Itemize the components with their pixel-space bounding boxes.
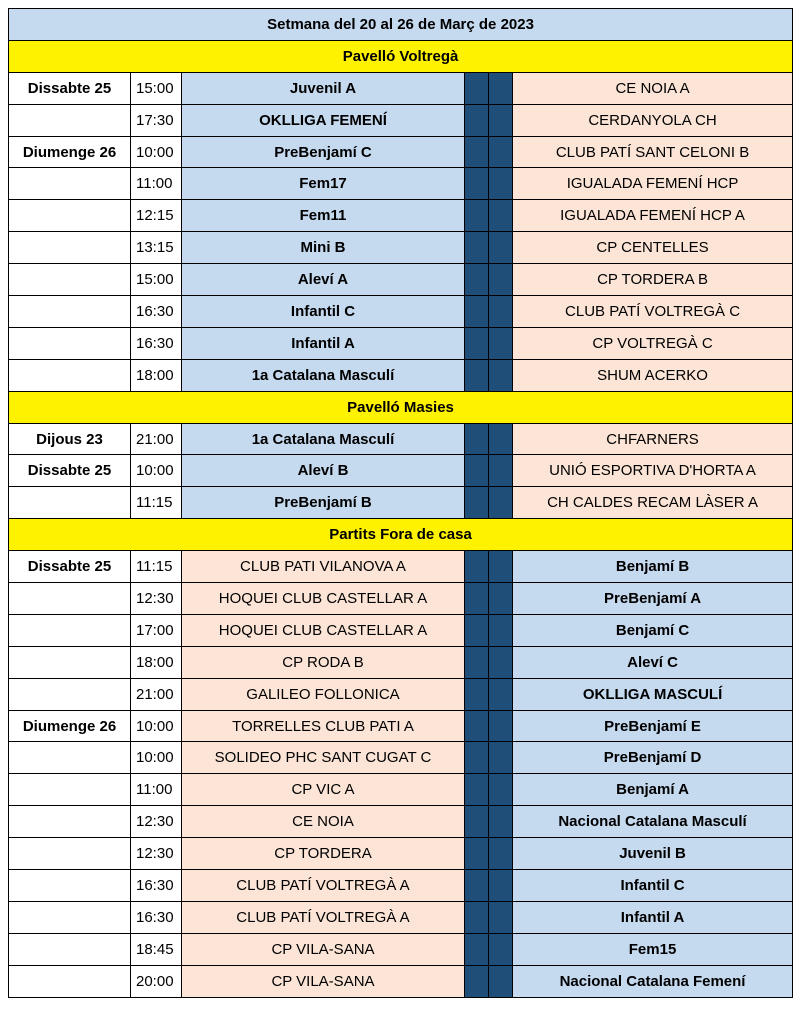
separator-cell [465, 646, 489, 678]
separator-cell [489, 710, 513, 742]
separator-cell [465, 487, 489, 519]
match-row [9, 168, 793, 200]
match-day: Dissabte 25 [9, 455, 131, 487]
separator-cell [489, 838, 513, 870]
home-team: HOQUEI CLUB CASTELLAR A [182, 583, 465, 615]
home-team: Infantil A [182, 327, 465, 359]
match-time: 11:00 [131, 168, 182, 200]
match-day [9, 168, 131, 200]
match-row [9, 200, 793, 232]
away-team: Nacional Catalana Masculí [513, 806, 793, 838]
away-team: CLUB PATÍ VOLTREGÀ C [513, 296, 793, 328]
away-team: Infantil A [513, 901, 793, 933]
separator-cell [489, 455, 513, 487]
match-time: 10:00 [131, 710, 182, 742]
match-time: 17:00 [131, 614, 182, 646]
separator-cell [465, 455, 489, 487]
away-team: CP CENTELLES [513, 232, 793, 264]
match-day [9, 806, 131, 838]
separator-cell [489, 327, 513, 359]
home-team: OKLLIGA FEMENÍ [182, 104, 465, 136]
home-team: TORRELLES CLUB PATI A [182, 710, 465, 742]
away-team: IGUALADA FEMENÍ HCP A [513, 200, 793, 232]
match-time: 11:00 [131, 774, 182, 806]
match-row [9, 838, 793, 870]
separator-cell [465, 168, 489, 200]
match-day [9, 264, 131, 296]
separator-cell [465, 72, 489, 104]
match-row [9, 136, 793, 168]
home-team: CLUB PATÍ VOLTREGÀ A [182, 901, 465, 933]
separator-cell [465, 710, 489, 742]
match-row [9, 583, 793, 615]
match-row [9, 933, 793, 965]
home-team: 1a Catalana Masculí [182, 359, 465, 391]
match-time: 11:15 [131, 551, 182, 583]
match-time: 11:15 [131, 487, 182, 519]
home-team: Fem17 [182, 168, 465, 200]
match-day: Dissabte 25 [9, 72, 131, 104]
match-day [9, 583, 131, 615]
match-day [9, 933, 131, 965]
separator-cell [489, 232, 513, 264]
match-day [9, 742, 131, 774]
match-time: 16:30 [131, 327, 182, 359]
separator-cell [465, 232, 489, 264]
match-row [9, 551, 793, 583]
home-team: CP VILA-SANA [182, 933, 465, 965]
page-title: Setmana del 20 al 26 de Març de 2023 [9, 9, 793, 41]
separator-cell [489, 72, 513, 104]
match-day [9, 774, 131, 806]
match-row [9, 72, 793, 104]
match-row [9, 423, 793, 455]
match-day [9, 870, 131, 902]
home-team: Fem11 [182, 200, 465, 232]
away-team: CP VOLTREGÀ C [513, 327, 793, 359]
match-day [9, 104, 131, 136]
separator-cell [489, 678, 513, 710]
match-row [9, 455, 793, 487]
match-row [9, 614, 793, 646]
away-team: UNIÓ ESPORTIVA D'HORTA A [513, 455, 793, 487]
match-day: Dissabte 25 [9, 551, 131, 583]
match-day [9, 965, 131, 997]
match-day [9, 646, 131, 678]
away-team: Benjamí C [513, 614, 793, 646]
separator-cell [489, 200, 513, 232]
match-time: 10:00 [131, 742, 182, 774]
away-team: CLUB PATÍ SANT CELONI B [513, 136, 793, 168]
separator-cell [465, 136, 489, 168]
match-time: 18:00 [131, 359, 182, 391]
match-day [9, 678, 131, 710]
separator-cell [489, 870, 513, 902]
separator-cell [465, 296, 489, 328]
home-team: HOQUEI CLUB CASTELLAR A [182, 614, 465, 646]
home-team: PreBenjamí C [182, 136, 465, 168]
away-team: Nacional Catalana Femení [513, 965, 793, 997]
match-day [9, 614, 131, 646]
home-team: CP VILA-SANA [182, 965, 465, 997]
separator-cell [465, 901, 489, 933]
match-time: 21:00 [131, 423, 182, 455]
separator-cell [489, 423, 513, 455]
home-team: CP RODA B [182, 646, 465, 678]
separator-cell [465, 327, 489, 359]
match-day [9, 838, 131, 870]
separator-cell [465, 933, 489, 965]
section-title: Partits Fora de casa [9, 519, 793, 551]
match-time: 16:30 [131, 296, 182, 328]
separator-cell [489, 487, 513, 519]
section-title: Pavelló Voltregà [9, 40, 793, 72]
away-team: SHUM ACERKO [513, 359, 793, 391]
separator-cell [489, 901, 513, 933]
separator-cell [465, 359, 489, 391]
away-team: CE NOIA A [513, 72, 793, 104]
match-time: 20:00 [131, 965, 182, 997]
match-time: 18:45 [131, 933, 182, 965]
match-time: 12:30 [131, 583, 182, 615]
home-team: CP VIC A [182, 774, 465, 806]
separator-cell [489, 742, 513, 774]
away-team: Infantil C [513, 870, 793, 902]
section-header-row [9, 519, 793, 551]
match-time: 13:15 [131, 232, 182, 264]
home-team: PreBenjamí B [182, 487, 465, 519]
away-team: PreBenjamí E [513, 710, 793, 742]
separator-cell [465, 264, 489, 296]
separator-cell [489, 168, 513, 200]
match-day: Dijous 23 [9, 423, 131, 455]
away-team: CHFARNERS [513, 423, 793, 455]
match-day [9, 901, 131, 933]
home-team: Infantil C [182, 296, 465, 328]
match-row [9, 487, 793, 519]
away-team: CP TORDERA B [513, 264, 793, 296]
separator-cell [465, 551, 489, 583]
separator-cell [489, 806, 513, 838]
separator-cell [465, 678, 489, 710]
away-team: IGUALADA FEMENÍ HCP [513, 168, 793, 200]
match-time: 10:00 [131, 455, 182, 487]
home-team: CE NOIA [182, 806, 465, 838]
match-row [9, 359, 793, 391]
separator-cell [489, 965, 513, 997]
home-team: CLUB PATÍ VOLTREGÀ A [182, 870, 465, 902]
match-row [9, 104, 793, 136]
match-day: Diumenge 26 [9, 136, 131, 168]
separator-cell [465, 423, 489, 455]
match-time: 12:30 [131, 806, 182, 838]
match-time: 16:30 [131, 870, 182, 902]
match-row [9, 296, 793, 328]
schedule-table [8, 8, 793, 998]
separator-cell [465, 838, 489, 870]
match-row [9, 646, 793, 678]
match-day: Diumenge 26 [9, 710, 131, 742]
separator-cell [465, 965, 489, 997]
separator-cell [489, 646, 513, 678]
away-team: CERDANYOLA CH [513, 104, 793, 136]
match-time: 17:30 [131, 104, 182, 136]
match-time: 18:00 [131, 646, 182, 678]
away-team: CH CALDES RECAM LÀSER A [513, 487, 793, 519]
match-time: 12:15 [131, 200, 182, 232]
title-row [9, 9, 793, 41]
match-time: 16:30 [131, 901, 182, 933]
separator-cell [489, 136, 513, 168]
home-team: Mini B [182, 232, 465, 264]
separator-cell [489, 296, 513, 328]
home-team: SOLIDEO PHC SANT CUGAT C [182, 742, 465, 774]
away-team: Juvenil B [513, 838, 793, 870]
away-team: PreBenjamí D [513, 742, 793, 774]
home-team: Aleví B [182, 455, 465, 487]
match-row [9, 264, 793, 296]
separator-cell [465, 200, 489, 232]
home-team: CP TORDERA [182, 838, 465, 870]
away-team: Fem15 [513, 933, 793, 965]
match-row [9, 678, 793, 710]
match-row [9, 806, 793, 838]
match-time: 21:00 [131, 678, 182, 710]
match-row [9, 710, 793, 742]
separator-cell [489, 551, 513, 583]
section-header-row [9, 40, 793, 72]
home-team: Aleví A [182, 264, 465, 296]
away-team: OKLLIGA MASCULÍ [513, 678, 793, 710]
separator-cell [465, 774, 489, 806]
home-team: 1a Catalana Masculí [182, 423, 465, 455]
match-row [9, 232, 793, 264]
separator-cell [465, 614, 489, 646]
away-team: PreBenjamí A [513, 583, 793, 615]
match-day [9, 296, 131, 328]
separator-cell [489, 583, 513, 615]
separator-cell [489, 774, 513, 806]
separator-cell [465, 104, 489, 136]
separator-cell [465, 742, 489, 774]
match-row [9, 965, 793, 997]
separator-cell [465, 806, 489, 838]
away-team: Benjamí A [513, 774, 793, 806]
match-day [9, 200, 131, 232]
home-team: Juvenil A [182, 72, 465, 104]
schedule-body [9, 9, 793, 998]
separator-cell [489, 359, 513, 391]
away-team: Aleví C [513, 646, 793, 678]
match-day [9, 487, 131, 519]
section-title: Pavelló Masies [9, 391, 793, 423]
match-row [9, 742, 793, 774]
away-team: Benjamí B [513, 551, 793, 583]
section-header-row [9, 391, 793, 423]
match-day [9, 232, 131, 264]
separator-cell [489, 614, 513, 646]
match-time: 15:00 [131, 72, 182, 104]
home-team: GALILEO FOLLONICA [182, 678, 465, 710]
separator-cell [489, 104, 513, 136]
match-time: 10:00 [131, 136, 182, 168]
separator-cell [465, 870, 489, 902]
match-row [9, 774, 793, 806]
match-time: 15:00 [131, 264, 182, 296]
home-team: CLUB PATI VILANOVA A [182, 551, 465, 583]
separator-cell [489, 264, 513, 296]
match-day [9, 359, 131, 391]
match-day [9, 327, 131, 359]
separator-cell [465, 583, 489, 615]
separator-cell [489, 933, 513, 965]
match-time: 12:30 [131, 838, 182, 870]
match-row [9, 327, 793, 359]
match-row [9, 901, 793, 933]
match-row [9, 870, 793, 902]
